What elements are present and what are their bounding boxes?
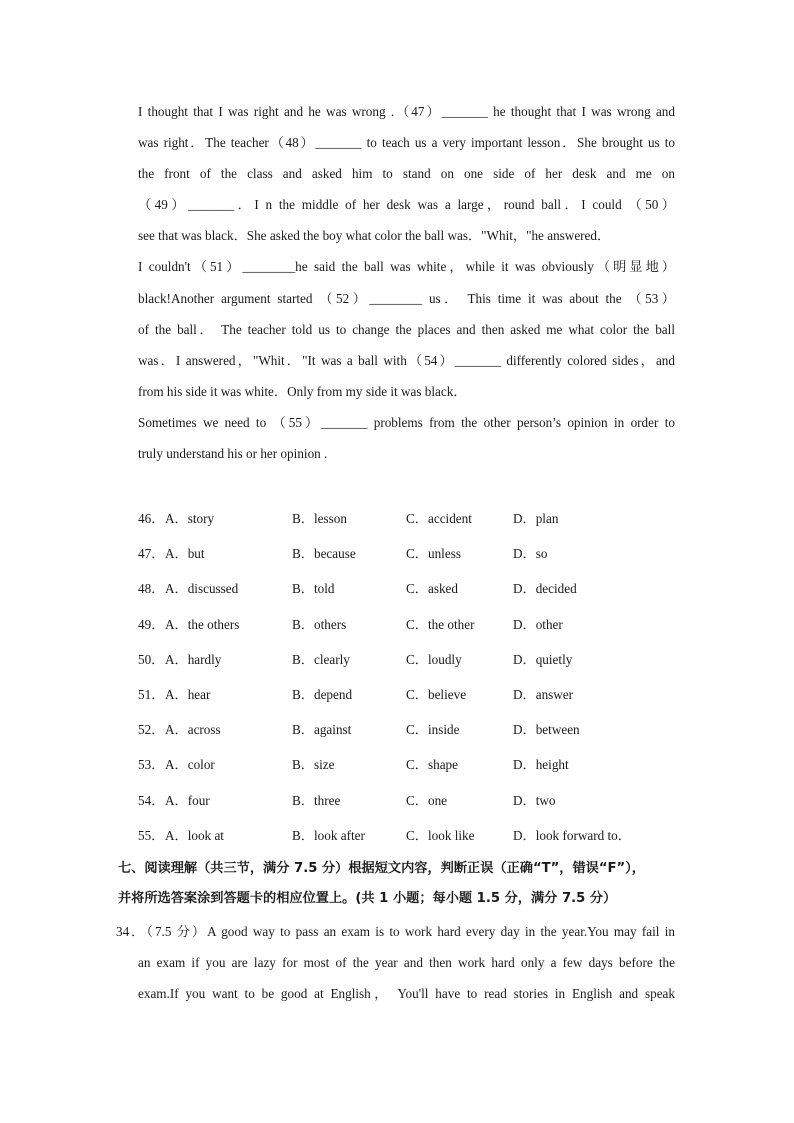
option-b: B．clearly xyxy=(292,651,350,667)
question-row xyxy=(138,613,698,648)
passage-line: （49）_______．I n the middle of her desk was a large，round ball．I could （50） xyxy=(138,197,675,213)
option-d: D．quietly xyxy=(513,651,573,667)
option-a: A．color xyxy=(165,757,215,773)
option-a: A．hardly xyxy=(165,651,222,667)
passage-line: I thought that I was right and he was wrong .（47）_______ he thought that I was wrong and xyxy=(138,104,675,119)
option-b: B．because xyxy=(292,546,356,562)
option-d: D．decided xyxy=(513,581,577,597)
option-a: A．across xyxy=(165,722,221,738)
option-c: C．loudly xyxy=(406,651,462,667)
option-a: A．the others xyxy=(165,616,240,632)
option-c: C．unless xyxy=(406,546,461,562)
option-c: C．accident xyxy=(406,511,472,526)
passage-line: see that was black．She asked the boy what color the ball was．"Whit，"he answered． xyxy=(138,228,611,244)
option-d: D．two xyxy=(513,792,556,808)
passage-line: the front of the class and asked him to stand on one side of her desk and me on xyxy=(138,166,675,182)
question-row xyxy=(138,683,698,718)
option-c: C．shape xyxy=(406,757,459,773)
passage-line: I couldn't（51）________he said the ball was white，while it was obviously（明显地） xyxy=(138,259,675,275)
section-heading-line: 并将所选答案涂到答题卡的相应位置上。(共 1 小题；每小题 1.5 分，满分 7.5 分） xyxy=(118,891,617,906)
option-a: A．four xyxy=(165,792,210,808)
option-d: D．height xyxy=(513,757,569,773)
passage-line: truly understand his or her opinion . xyxy=(138,446,328,462)
option-d: D．so xyxy=(513,546,548,562)
option-b: B．depend xyxy=(292,686,353,702)
option-a: A．story xyxy=(165,511,215,526)
question-number: 53． xyxy=(138,757,165,773)
question-row xyxy=(138,648,698,683)
question-number: 54． xyxy=(138,792,165,808)
question-row xyxy=(138,718,698,753)
question-34-line: an exam if you are lazy for most of the year and then work hard only a few days before the xyxy=(138,955,675,971)
question-number: 48． xyxy=(138,581,165,597)
question-row xyxy=(138,507,698,542)
question-34-line: 34．（7.5 分）A good way to pass an exam is to work hard every day in the year.You may fail in xyxy=(116,924,675,939)
question-34-line: exam.If you want to be good at English， You'll have to read stories in English and speak xyxy=(138,986,675,1002)
option-c: C．inside xyxy=(406,722,460,738)
option-c: C．the other xyxy=(406,616,475,632)
option-a: A．discussed xyxy=(165,581,239,597)
passage-line: Sometimes we need to （55）_______ problems from the other person’s opinion in order to xyxy=(138,414,675,430)
option-b: B．look after xyxy=(292,827,365,843)
passage-line: was right．The teacher（48）_______ to teach us a very important lesson．She brought us to xyxy=(138,135,675,151)
question-row xyxy=(138,577,698,612)
section-heading-line: 七、阅读理解（共三节，满分 7.5 分）根据短文内容，判断正误（正确“T”，错误“F”）， xyxy=(118,861,645,876)
question-number: 46． xyxy=(138,511,165,526)
question-34 xyxy=(116,919,675,1012)
passage-line: was．I answered，"Whit．"It was a ball with（54）_______ differently colored sides，and xyxy=(138,352,675,368)
option-b: B．against xyxy=(292,722,352,738)
question-number: 47． xyxy=(138,546,165,562)
passage-line: black!Another argument started （52）________ us． This time it was about the （53） xyxy=(138,290,675,306)
question-row xyxy=(138,542,698,577)
option-d: D．between xyxy=(513,722,580,738)
option-a: A．look at xyxy=(165,827,224,843)
question-options-list xyxy=(138,507,698,859)
question-row xyxy=(138,789,698,824)
cloze-passage xyxy=(138,98,675,471)
question-number: 55． xyxy=(138,827,165,843)
passage-line: of the ball． The teacher told us to change the places and then asked me what color the ball xyxy=(138,321,675,337)
option-c: C．believe xyxy=(406,686,467,702)
option-b: B．three xyxy=(292,792,341,808)
option-c: C．asked xyxy=(406,581,459,597)
question-number: 50． xyxy=(138,651,165,667)
section-heading xyxy=(118,856,678,916)
option-d: D．plan xyxy=(513,511,559,526)
option-d: D．answer xyxy=(513,686,574,702)
option-b: B．lesson xyxy=(292,511,347,526)
question-number: 51． xyxy=(138,686,165,702)
option-c: C．look like xyxy=(406,827,475,843)
passage-line: from his side it was white．Only from my side it was black． xyxy=(138,383,467,399)
question-row xyxy=(138,753,698,788)
option-d: D．other xyxy=(513,616,563,632)
option-a: A．but xyxy=(165,546,205,562)
option-b: B．others xyxy=(292,616,347,632)
question-row xyxy=(138,824,698,859)
option-d: D．look forward to． xyxy=(513,827,631,843)
question-number: 49． xyxy=(138,616,165,632)
question-number: 52． xyxy=(138,722,165,738)
option-c: C．one xyxy=(406,792,448,808)
option-b: B．size xyxy=(292,757,335,773)
option-b: B．told xyxy=(292,581,335,597)
option-a: A．hear xyxy=(165,686,211,702)
